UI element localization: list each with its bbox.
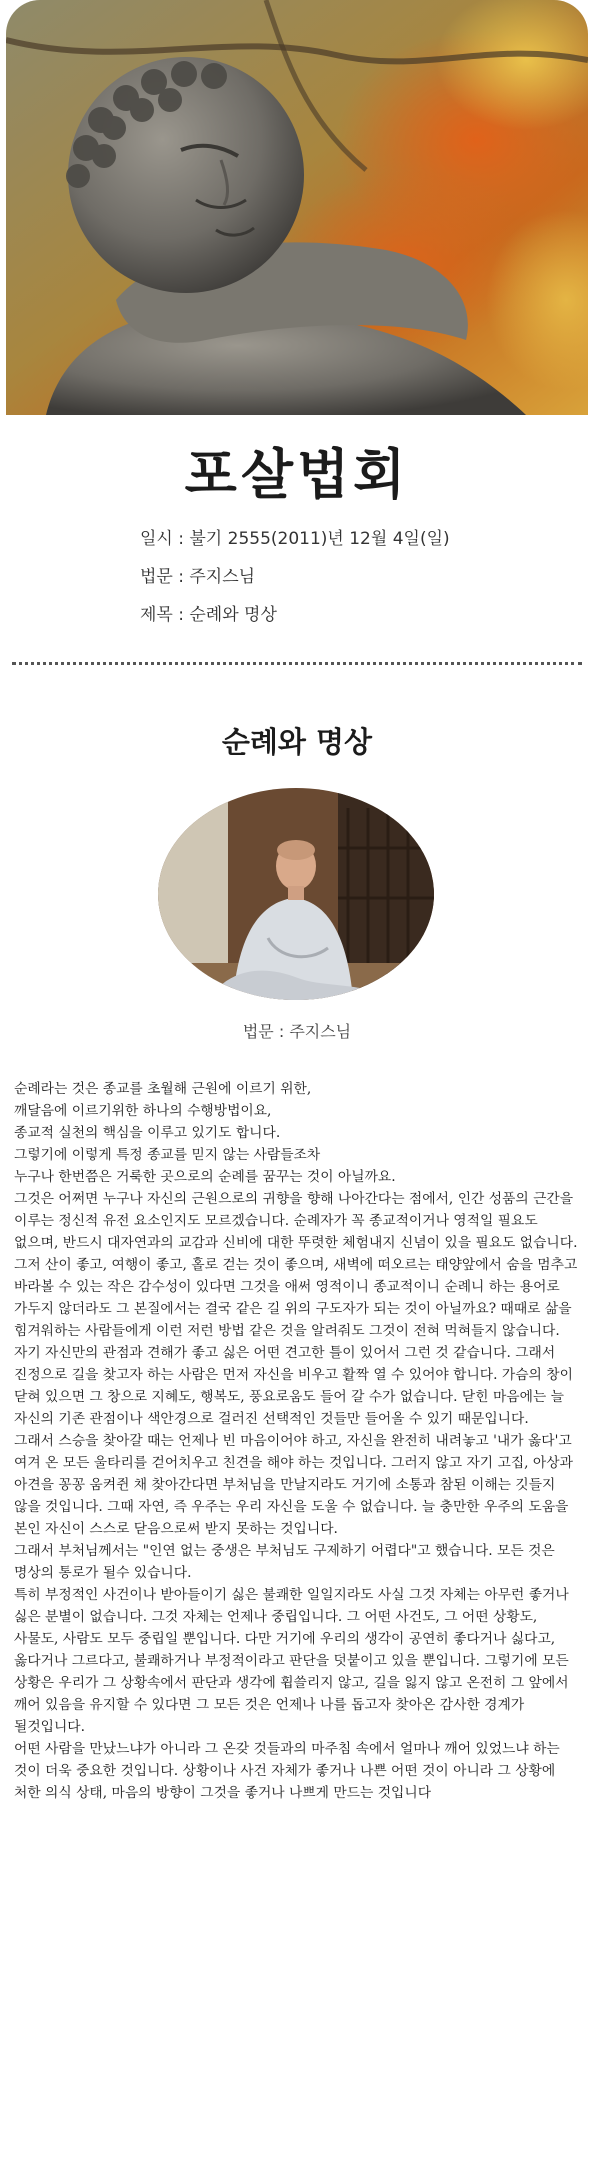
section-title: 순례와 명상 [221, 725, 373, 759]
dharma-talk-text [14, 1078, 582, 1804]
paragraph: 그렇기에 이렇게 특정 종교를 믿지 않는 사람들조차 [14, 1147, 321, 1163]
paragraph: 순례라는 것은 종교를 초월해 근원에 이르기 위한, [14, 1081, 312, 1097]
paragraph: 그래서 부처님께서는 "인연 없는 중생은 부처님도 구제하기 어렵다"고 했습니다. 모든 것은 명상의 통로가 될수 있습니다. [14, 1543, 555, 1581]
hero-image [6, 0, 588, 415]
paragraph: 누구나 한번쯤은 거룩한 곳으로의 순례를 꿈꾸는 것이 아닐까요. [14, 1169, 396, 1185]
service-topic: 제목 : 순례와 명상 [140, 605, 277, 625]
service-date: 일시 : 불기 2555(2011)년 12월 4일(일) [140, 529, 450, 549]
service-speaker: 법문 : 주지스님 [140, 567, 256, 587]
paragraph: 그래서 스승을 찾아갈 때는 언제나 빈 마음이어야 하고, 자신을 완전히 내려놓고 '내가 옳다'고 여겨 온 모든 울타리를 걷어치우고 친견을 해야 하는 것입니다. 그러지 않고 자기 고집, 아상과 아견을 꽁꽁 움켜쥔 채 찾아간다면 부처님을 만날지라도 거기에 소통과 참된 이해는 깃들지 않을 것입니다. 그때 자연, 즉 우주는 우리 자신을 도울 수 없습니다. 늘 충만한 우주의 도움을 본인 자신이 스스로 닫음으로써 받지 못하는 것입니다. [14, 1433, 573, 1537]
paragraph: 특히 부정적인 사건이나 받아들이기 싫은 불쾌한 일일지라도 사실 그것 자체는 아무런 좋거나 싫은 분별이 없습니다. 그것 자체는 언제나 중립입니다. 그 어떤 사건도, 그 어떤 상황도, 사물도, 사람도 모두 중립일 뿐입니다. 다만 거기에 우리의 생각이 공연히 좋다거나 싫다고, 옳다거나 그르다고, 불쾌하거나 부정적이라고 판단을 덧붙이고 있을 뿐입니다. 그렇기에 모든 상황은 우리가 그 상황속에서 판단과 생각에 휩쓸리지 않고, 길을 잃지 않고 온전히 그 앞에서 깨어 있음을 유지할 수 있다면 그 모든 것은 언제나 나를 돕고자 찾아온 감사한 경계가 될것입니다. [14, 1587, 569, 1735]
service-info [140, 520, 450, 634]
paragraph: 종교적 실천의 핵심을 이루고 있기도 합니다. [14, 1125, 281, 1141]
monk-photo [158, 788, 434, 1000]
page-title: 포살법회 [184, 442, 410, 506]
monk-portrait [158, 788, 434, 1000]
portrait-caption: 법문 : 주지스님 [242, 1022, 352, 1041]
paragraph: 어떤 사람을 만났느냐가 아니라 그 온갖 것들과의 마주침 속에서 얼마나 깨어 있었느냐 하는 것이 더욱 중요한 것입니다. 상황이나 사건 자체가 좋거나 나쁜 어떤 것이 아니라 그 상황에 처한 의식 상태, 마음의 방향이 그것을 좋거나 나쁘게 만드는 것입니다 [14, 1741, 560, 1801]
paragraph: 깨달음에 이르기위한 하나의 수행방법이요, [14, 1103, 272, 1119]
dotted-divider [12, 662, 582, 665]
paragraph: 그것은 어쩌면 누구나 자신의 근원으로의 귀향을 향해 나아간다는 점에서, 인간 성품의 근간을 이루는 정신적 유전 요소인지도 모르겠습니다. 순례자가 꼭 종교적이거나 영적일 필요도 없으며, 반드시 대자연과의 교감과 신비에 대한 뚜렷한 체험내지 신념이 있을 필요도 없습니다. 그저 산이 좋고, 여행이 좋고, 홀로 걷는 것이 좋으며, 새벽에 떠오르는 태양앞에서 숨을 멈추고 바라볼 수 있는 작은 감수성이 있다면 그것을 애써 영적이니 종교적이니 순례니 하는 용어로 가두지 않더라도 그 본질에서는 결국 같은 길 위의 구도자가 되는 것이 아닐까요? 때때로 삶을 힘겨워하는 사람들에게 이런 저런 방법 같은 것을 알려줘도 그것이 전혀 먹혀들지 않습니다. 자기 자신만의 관점과 견해가 좋고 싫은 어떤 견고한 틀이 있어서 그런 것 같습니다. 그래서 진정으로 길을 찾고자 하는 사람은 먼저 자신을 비우고 활짝 열 수 있어야 합니다. 가슴의 창이 닫혀 있으면 그 창으로 지혜도, 행복도, 풍요로움도 들어 갈 수가 없습니다. 닫힌 마음에는 늘 자신의 기존 관점이나 색안경으로 걸러진 선택적인 것들만 들어올 수 있기 때문입니다. [14, 1191, 578, 1427]
reclining-buddha-image [6, 0, 588, 415]
